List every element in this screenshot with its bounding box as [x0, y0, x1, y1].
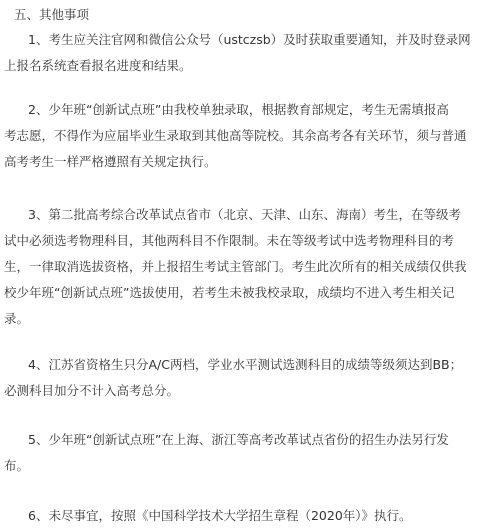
item-2-line-1: 2、少年班“创新试点班”由我校单独录取，根据教育部规定，考生无需填报高 [28, 102, 449, 117]
item-2-line-3: 高考考生一样严格遵照有关规定执行。 [4, 154, 217, 169]
item-3-line-3: 生，一律取消选拔资格，并上报招生考试主管部门。考生此次所有的相关成绩仅供我 [4, 259, 467, 274]
item-2-line-2: 考志愿，不得作为应届毕业生录取到其他高等院校。其余高考各有关环节，须与普通 [4, 128, 467, 143]
item-3-line-2: 试中必须选考物理科目，其他两科目不作限制。未在等级考试中选考物理科目的考 [4, 233, 455, 248]
item-5-paragraph [4, 427, 486, 479]
item-3-line-4: 校少年班“创新试点班”选拔使用，若考生未被我校录取，成绩均不进入考生相关记 [4, 285, 455, 300]
item-1-line-1: 1、考生应关注官网和微信公众号（ustczsb）及时获取重要通知，并及时登录网 [28, 32, 471, 47]
item-1-line-2: 上报名系统查看报名进度和结果。 [4, 58, 192, 73]
item-5-line-1: 5、少年班“创新试点班”在上海、浙江等高考改革试点省份的招生办法另行发 [28, 432, 449, 447]
item-3-line-1: 3、第二批高考综合改革试点省市（北京、天津、山东、海南）考生，在等级考 [28, 207, 461, 222]
item-4-paragraph [4, 352, 486, 404]
item-2-paragraph [4, 97, 486, 175]
item-1-paragraph [4, 27, 486, 79]
item-3-paragraph [4, 202, 486, 332]
item-4-line-1: 4、江苏省资格生只分A/C两档，学业水平测试选测科目的成绩等级须达到BB； [28, 357, 463, 372]
item-5-line-2: 布。 [4, 458, 30, 473]
item-6-paragraph [4, 503, 486, 529]
item-3-line-5: 录。 [4, 311, 30, 326]
item-6-line-1: 6、未尽事宜，按照《中国科学技术大学招生章程（2020年）》执行。 [28, 508, 412, 523]
section-title: 五、其他事项 [14, 7, 90, 22]
item-4-line-2: 必测科目加分不计入高考总分。 [4, 383, 180, 398]
